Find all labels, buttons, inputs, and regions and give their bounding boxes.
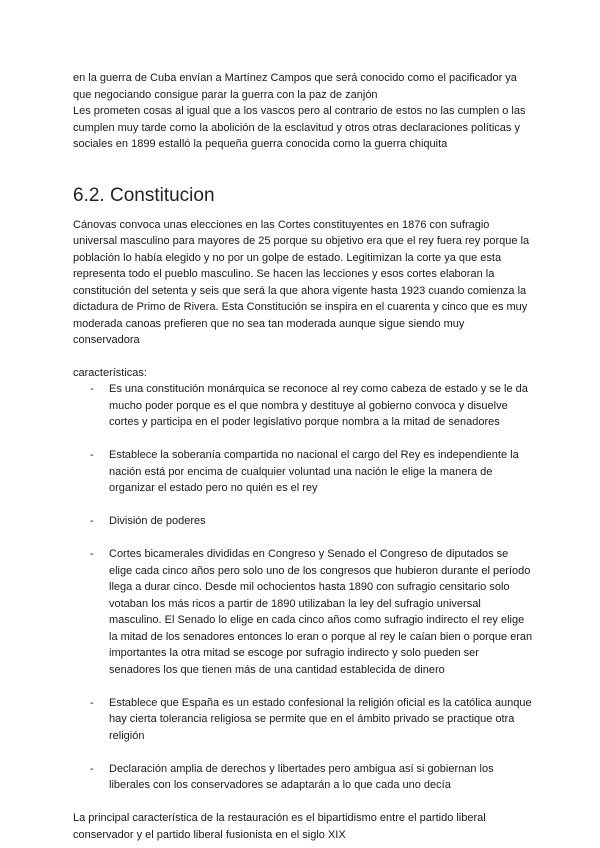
list-item-text: Establece la soberanía compartida no nacional el cargo del Rey es independiente la nación está por encima de cualquier voluntad una nación le elige la manera de organizar el estado pero no quién es el rey [109,449,519,494]
list-item [73,761,533,794]
list-item [73,513,533,530]
list-bullet: - [90,515,94,527]
section-heading: 6.2. Constitucion [73,184,215,206]
section-body-paragraph: Cánovas convoca unas elecciones en las Cortes constituyentes en 1876 con sufragio universal masculino para mayores de 25 porque su objetivo era que el rey fuera rey porque la población lo había elegido y no por un golpe de estado. Legitimizan la corte ya que esta representa todo el pueblo masculino. Se hacen las lecciones y esos cortes elaboran la constitución del setenta y seis que será la que ahora vigente hasta 1923 cuando comienza la dictadura de Primo de Rivera. Esta Constitución se inspira en el cuarenta y cinco que es muy moderada canoas prefieren que no sea tan moderada aunque sigue siendo muy conservadora [73,218,530,346]
intro-paragraph-promises: Les prometen cosas al igual que a los vascos pero al contrario de estos no las cumplen o las cumplen muy tarde como la abolición de la esclavitud y otros otras declaraciones políticas y sociales en 1899 estalló la pequeña guerra conocida como la guerra chiquita [73,105,526,150]
document-page [73,70,533,843]
list-bullet: - [90,696,94,709]
list-bullet: - [90,449,94,461]
list-item [73,447,533,497]
list-bullet: - [90,548,94,560]
list-item [73,546,533,678]
list-bullet: - [90,383,94,395]
list-item-text: Declaración amplia de derechos y libertades pero ambigua así si gobiernan los liberales con los conservadores se adaptarán a lo que cada uno decía [109,762,494,791]
list-item [73,381,533,431]
list-item [73,695,533,745]
list-item-text: División de poderes [109,515,206,527]
intro-section [73,70,533,153]
paragraph-spacer [73,349,533,365]
intro-paragraph-cuba: en la guerra de Cuba envían a Martínez Campos que será conocido como el pacificador ya que negociando consigue parar la guerra con la paz de zanjón [73,72,517,101]
features-label: características: [73,366,147,379]
list-item-text: Es una constitución monárquica se reconoce al rey como cabeza de estado y se le da mucho poder porque es el que nombra y destituye al gobierno convoca y disuelve cortes y participa en el poder legislativo porque nombra a la mitad de senadores [109,383,528,428]
features-list [73,381,533,794]
list-item-text: Establece que España es un estado confesional la religión oficial es la católica aunque hay cierta tolerancia religiosa se permite que en el ámbito privado se practique otra religión [109,696,532,742]
list-bullet: - [90,762,94,775]
list-item-text: Cortes bicamerales divididas en Congreso y Senado el Congreso de diputados se elige cada cinco años pero solo uno de los congresos que hubieron durante el período llega a durar cinco. Desde mil ochocientos hasta 1890 con sufragio censitario solo votaban los más ricos a partir de 1890 utilizaban la ley del sufragio universal masculino. El Senado lo elige en cada cinco años como sufragio indirecto el rey elige la mitad de los senadores entonces lo eran o porque al rey le caían bien o porque eran importantes la otra mitad se escoge por sufragio indirecto y solo pueden ser senadores los que tienen más de una cantidad establecida de dinero [109,548,533,676]
closing-paragraph: La principal característica de la restauración es el bipartidismo entre el partido liberal conservador y el partido liberal fusionista en el siglo XIX [73,812,486,841]
